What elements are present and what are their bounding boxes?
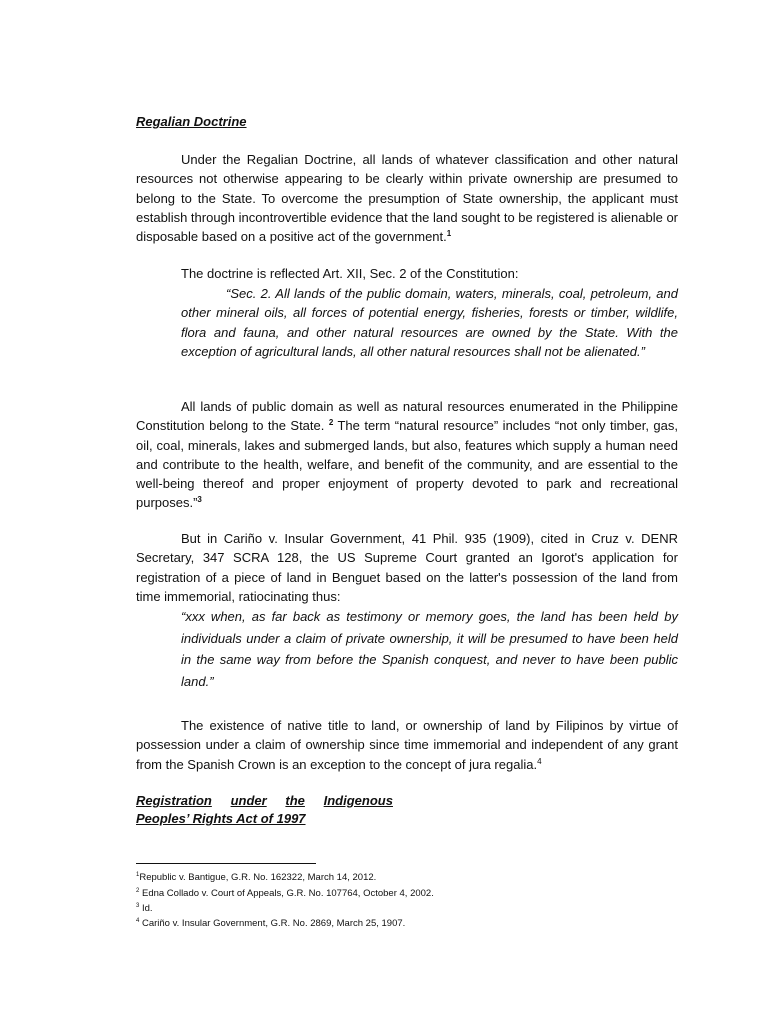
blockquote-carino: “xxx when, as far back as testimony or memory goes, the land has been held by individuals under a claim of private ownership, it will be presumed to have been held in the same way from before the Spanish conquest, and never to have been public land.” — [181, 609, 678, 689]
footnote-ref-4: 4 — [537, 756, 542, 766]
quote-text: “Sec. 2. All lands of the public domain, waters, minerals, coal, petroleum, and other mineral oils, all forces of potential energy, fisheries, forests or timber, wildlife, flora and fauna, and other natural resources are owned by the State. With the exception of agricultural lands, all other natural resources shall not be alienated.” — [181, 286, 678, 359]
footnote-number: 4 — [136, 918, 140, 924]
title-word: Registration — [136, 793, 212, 808]
title-word: under — [230, 793, 267, 808]
title-line-2: Peoples’ Rights Act of 1997 — [136, 811, 306, 826]
paragraph-carino-case: But in Cariño v. Insular Government, 41 Phil. 935 (1909), cited in Cruz v. DENR Secretary, 347 SCRA 128, the US Supreme Court granted an Igorot's application for registration of a piece of land in Benguet based on the latter's possession of the land from time immemorial, ratiocinating thus: — [136, 531, 678, 604]
footnote-ref-1: 1 — [446, 229, 452, 239]
footnote-ref-3: 3 — [197, 495, 202, 505]
paragraph-text: Under the Regalian Doctrine, all lands of whatever classification and other natural resources not otherwise appearing to be clearly within private ownership are presumed to belong to the State. To overcome the presumption of State ownership, the applicant must establish through incontrovertible evidence that the land sought to be registered is alienable or disposable based on a positive act of the government. — [136, 152, 679, 245]
paragraph-regalian-doctrine — [136, 150, 678, 246]
footnote-3 — [136, 902, 153, 916]
footnote-number: 1 — [136, 872, 140, 878]
paragraph-text: The existence of native title to land, or ownership of land by Filipinos by virtue of possession under a claim of ownership since time immemorial and independent of any grant from the Spanish Crown is an exception to the concept of jura regalia. — [136, 718, 678, 772]
footnote-text: Id. — [139, 903, 153, 914]
section-title-regalian-doctrine: Regalian Doctrine — [136, 114, 247, 129]
paragraph-text-cont: The term “natural resource” includes “not only timber, gas, oil, coal, minerals, lakes and submerged lands, but also, features which supply a human need and contribute to the health, welfare, and benefit of the community, and are essential to the well-being thereof and proper enjoyment of property devoted to park and recreational purposes.” — [136, 418, 679, 511]
footnote-number: 2 — [136, 888, 140, 894]
footnote-text: Cariño v. Insular Government, G.R. No. 2869, March 25, 1907. — [139, 918, 406, 929]
title-word: the — [285, 793, 305, 808]
footnote-text: Edna Collado v. Court of Appeals, G.R. No. 107764, October 4, 2002. — [139, 888, 434, 899]
footnote-number: 3 — [136, 903, 140, 909]
paragraph-constitution-intro: The doctrine is reflected Art. XII, Sec. 2 of the Constitution: — [181, 266, 519, 281]
footnote-2 — [136, 887, 434, 901]
footnote-text: Republic v. Bantigue, G.R. No. 162322, March 14, 2012. — [139, 872, 377, 883]
footnote-ref-2: 2 — [328, 418, 334, 428]
footnote-1 — [136, 871, 376, 885]
footnote-divider — [136, 863, 316, 864]
section-title-ipra — [136, 792, 393, 828]
blockquote-constitution — [181, 284, 678, 361]
footnote-4 — [136, 917, 405, 931]
paragraph-public-domain — [136, 397, 678, 513]
paragraph-native-title — [136, 716, 678, 774]
paragraph-text: All lands of public domain as well as natural resources enumerated in the Philippine Constitution belong to the State. — [136, 399, 678, 434]
title-word: Indigenous — [323, 793, 393, 808]
